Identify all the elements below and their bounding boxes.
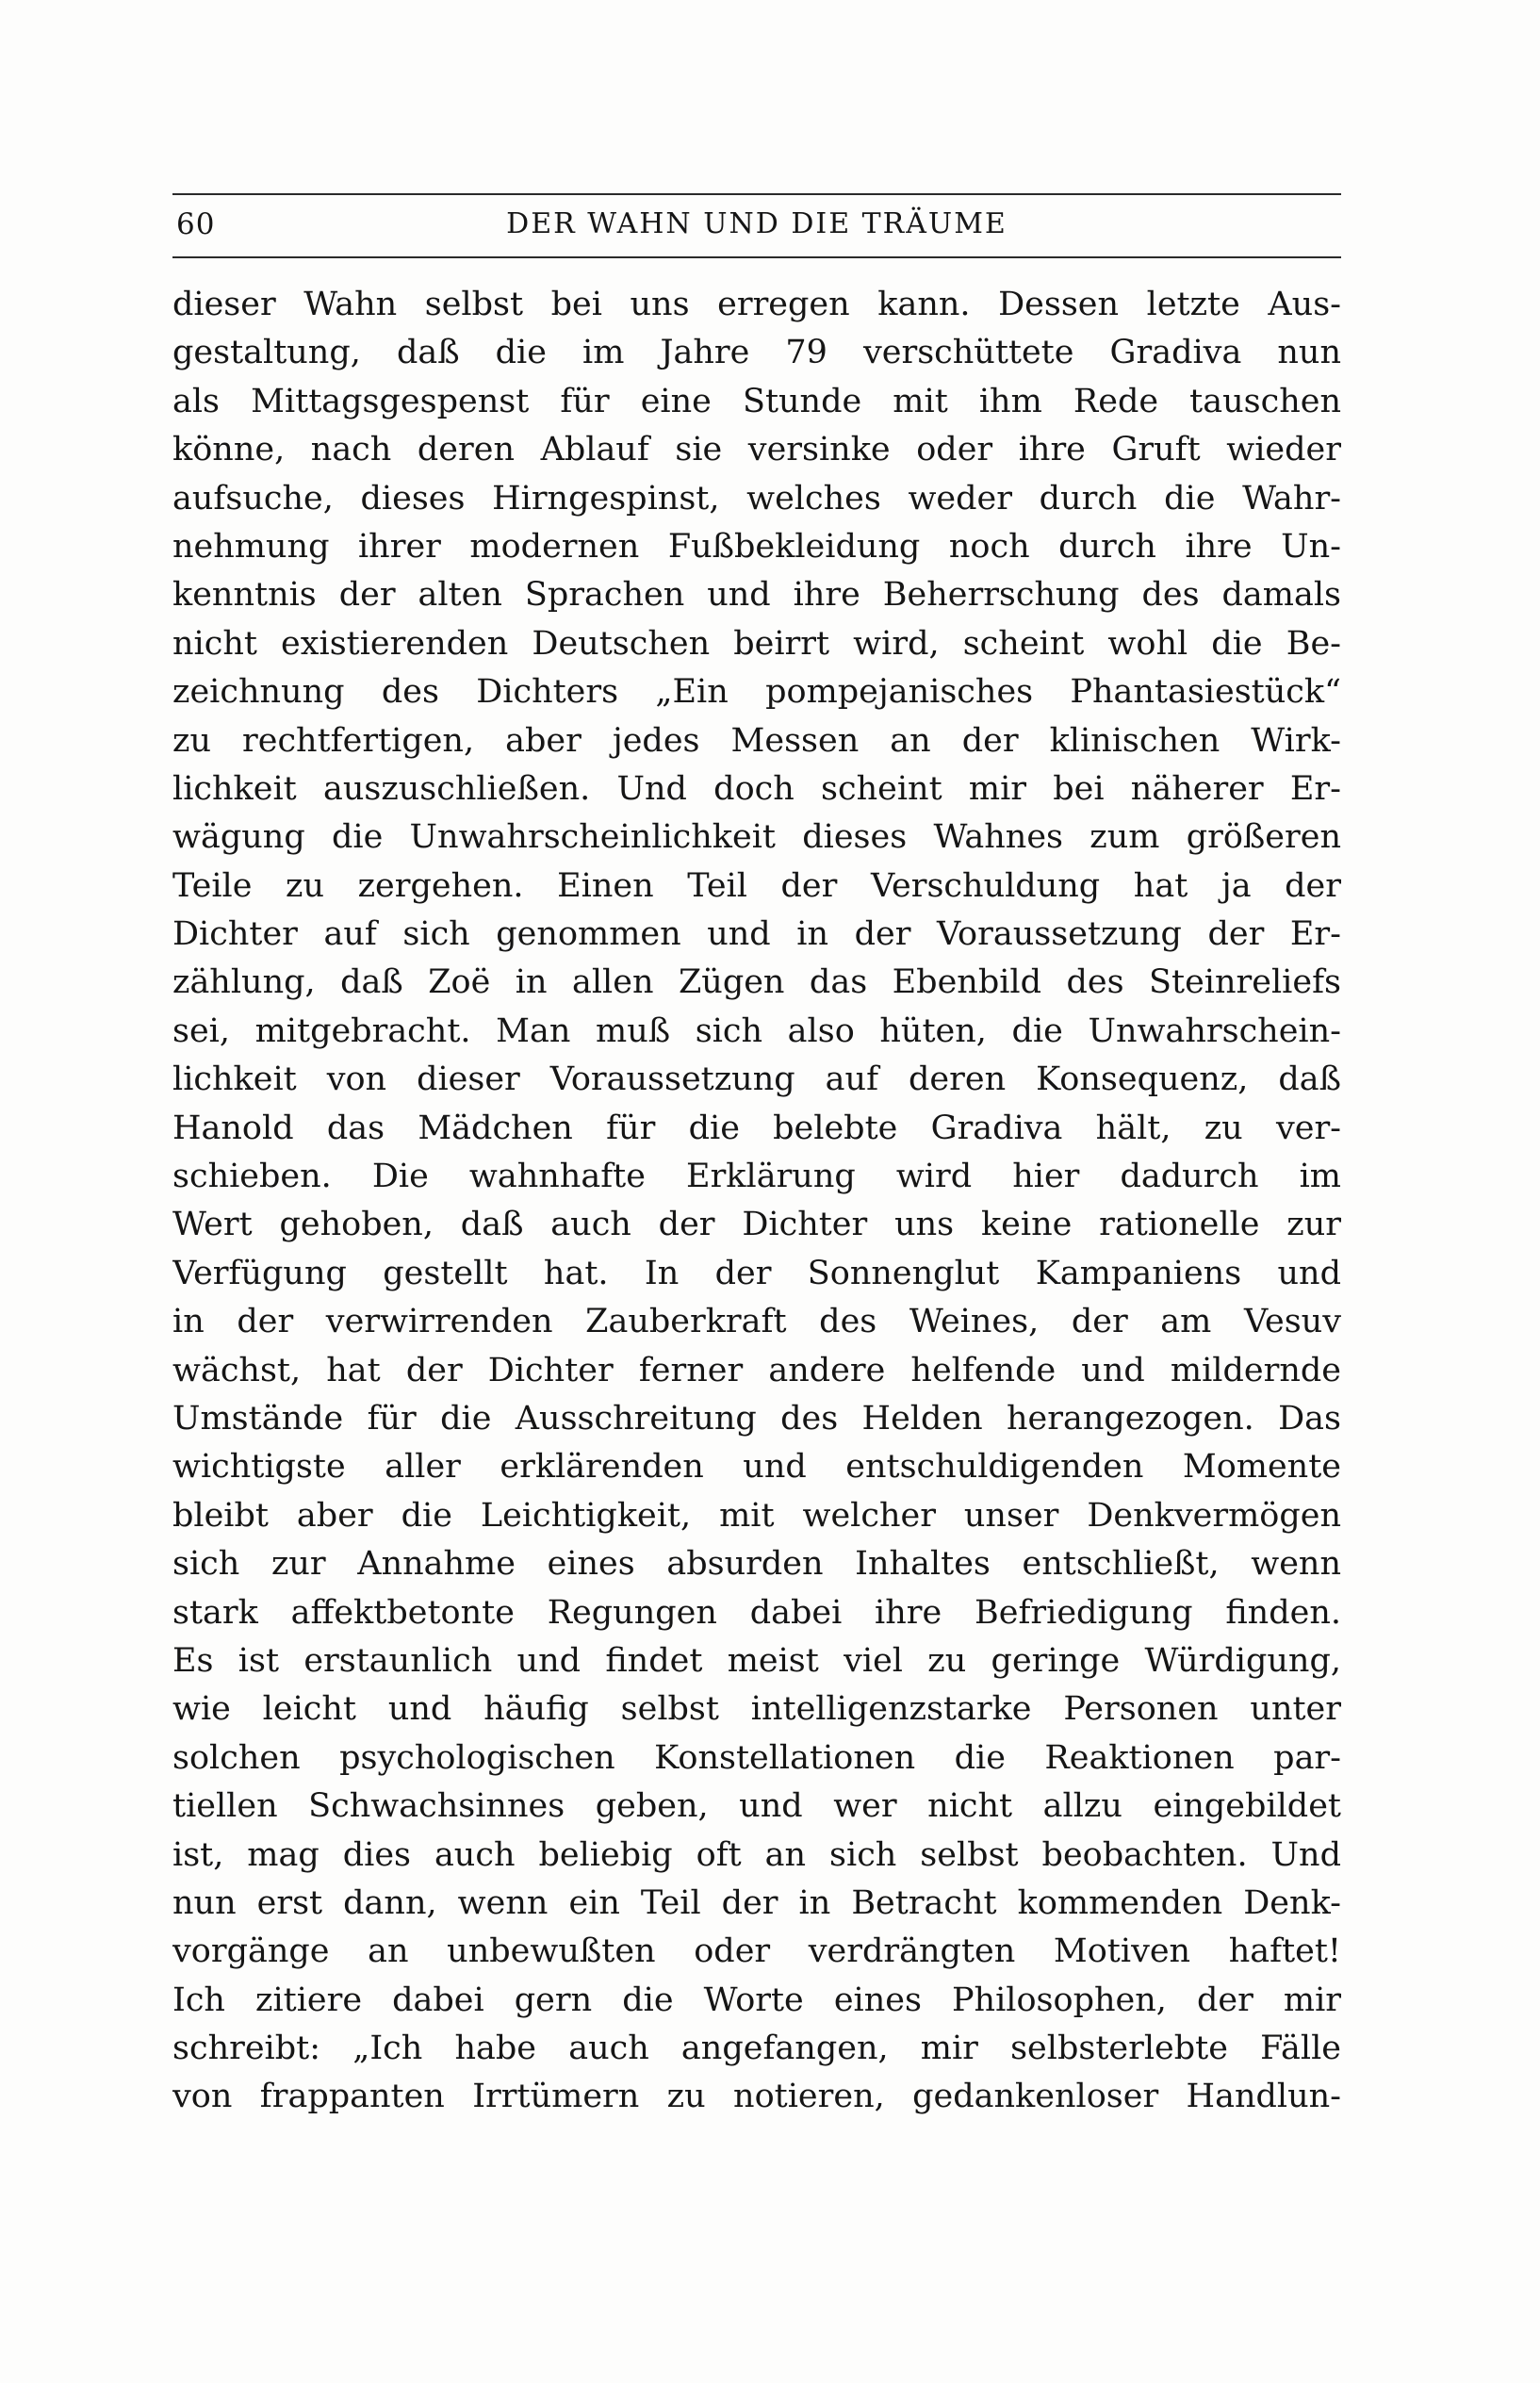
text-line: ist, mag dies auch beliebig oft an sich selbst beobachten. Und bbox=[172, 1835, 1341, 1874]
text-line: gestaltung, daß die im Jahre 79 verschüttete Gradiva nun bbox=[172, 334, 1341, 372]
text-line: sich zur Annahme eines absurden Inhaltes entschließt, wenn bbox=[172, 1545, 1341, 1584]
text-line: vorgänge an unbewußten oder verdrängten Motiven haftet! bbox=[172, 1932, 1341, 1971]
body-text bbox=[172, 281, 1341, 2122]
running-title: DER WAHN UND DIE TRÄUME bbox=[506, 207, 1008, 240]
text-line: lichkeit auszuschließen. Und doch scheint mir bei näherer Er- bbox=[172, 769, 1341, 808]
text-line: nun erst dann, wenn ein Teil der in Betracht kommenden Denk- bbox=[172, 1883, 1341, 1922]
header-rule-top bbox=[172, 193, 1341, 195]
text-line: zeichnung des Dichters „Ein pompejanisches Phantasiestück“ bbox=[172, 673, 1341, 712]
text-line: nicht existierenden Deutschen beirrt wird, scheint wohl die Be- bbox=[172, 624, 1341, 663]
text-line: Verfügung gestellt hat. In der Sonnenglut Kampaniens und bbox=[172, 1254, 1341, 1292]
text-line: Dichter auf sich genommen und in der Voraussetzung der Er- bbox=[172, 915, 1341, 954]
text-line: zählung, daß Zoë in allen Zügen das Ebenbild des Steinreliefs bbox=[172, 963, 1341, 1002]
page-number: 60 bbox=[176, 207, 216, 241]
text-line: stark affektbetonte Regungen dabei ihre Befriedigung finden. bbox=[172, 1593, 1341, 1632]
text-line: nehmung ihrer modernen Fußbekleidung noch durch ihre Un- bbox=[172, 527, 1341, 566]
text-line: Es ist erstaunlich und findet meist viel zu geringe Würdigung, bbox=[172, 1641, 1341, 1680]
text-line: zu rechtfertigen, aber jedes Messen an der klinischen Wirk- bbox=[172, 721, 1341, 760]
text-line: von frappanten Irrtümern zu notieren, gedankenloser Handlun- bbox=[172, 2078, 1341, 2116]
text-line: wägung die Unwahrscheinlichkeit dieses Wahnes zum größeren bbox=[172, 818, 1341, 857]
text-line: dieser Wahn selbst bei uns erregen kann. Dessen letzte Aus- bbox=[172, 286, 1341, 323]
text-line: solchen psychologischen Konstellationen die Reaktionen par- bbox=[172, 1738, 1341, 1777]
text-line: kenntnis der alten Sprachen und ihre Beherrschung des damals bbox=[172, 576, 1341, 615]
text-line: wie leicht und häufig selbst intelligenzstarke Personen unter bbox=[172, 1690, 1341, 1729]
text-line: bleibt aber die Leichtigkeit, mit welcher unser Denkvermögen bbox=[172, 1496, 1341, 1535]
text-line: schieben. Die wahnhafte Erklärung wird hier dadurch im bbox=[172, 1158, 1341, 1196]
running-head bbox=[172, 207, 1341, 253]
text-line: schreibt: „Ich habe auch angefangen, mir selbsterlebte Fälle bbox=[172, 2030, 1341, 2068]
header-rule-bottom bbox=[172, 256, 1341, 258]
text-line: lichkeit von dieser Voraussetzung auf deren Konsequenz, daß bbox=[172, 1060, 1341, 1099]
text-line: Teile zu zergehen. Einen Teil der Verschuldung hat ja der bbox=[172, 866, 1341, 905]
text-line: in der verwirrenden Zauberkraft des Weines, der am Vesuv bbox=[172, 1303, 1341, 1341]
text-line: wichtigste aller erklärenden und entschuldigenden Momente bbox=[172, 1448, 1341, 1487]
text-line: Ich zitiere dabei gern die Worte eines Philosophen, der mir bbox=[172, 1980, 1341, 2019]
text-line: könne, nach deren Ablauf sie versinke oder ihre Gruft wieder bbox=[172, 431, 1341, 469]
text-line: sei, mitgebracht. Man muß sich also hüten, die Unwahrschein- bbox=[172, 1011, 1341, 1050]
text-line: aufsuche, dieses Hirngespinst, welches weder durch die Wahr- bbox=[172, 479, 1341, 518]
text-line: wächst, hat der Dichter ferner andere helfende und mildernde bbox=[172, 1351, 1341, 1389]
text-line: Wert gehoben, daß auch der Dichter uns keine rationelle zur bbox=[172, 1206, 1341, 1244]
text-line: tiellen Schwachsinnes geben, und wer nicht allzu eingebildet bbox=[172, 1787, 1341, 1826]
text-line: Hanold das Mädchen für die belebte Gradiva hält, zu ver- bbox=[172, 1109, 1341, 1147]
text-line: Umstände für die Ausschreitung des Helden herangezogen. Das bbox=[172, 1399, 1341, 1438]
text-line: als Mittagsgespenst für eine Stunde mit ihm Rede tauschen bbox=[172, 382, 1341, 420]
